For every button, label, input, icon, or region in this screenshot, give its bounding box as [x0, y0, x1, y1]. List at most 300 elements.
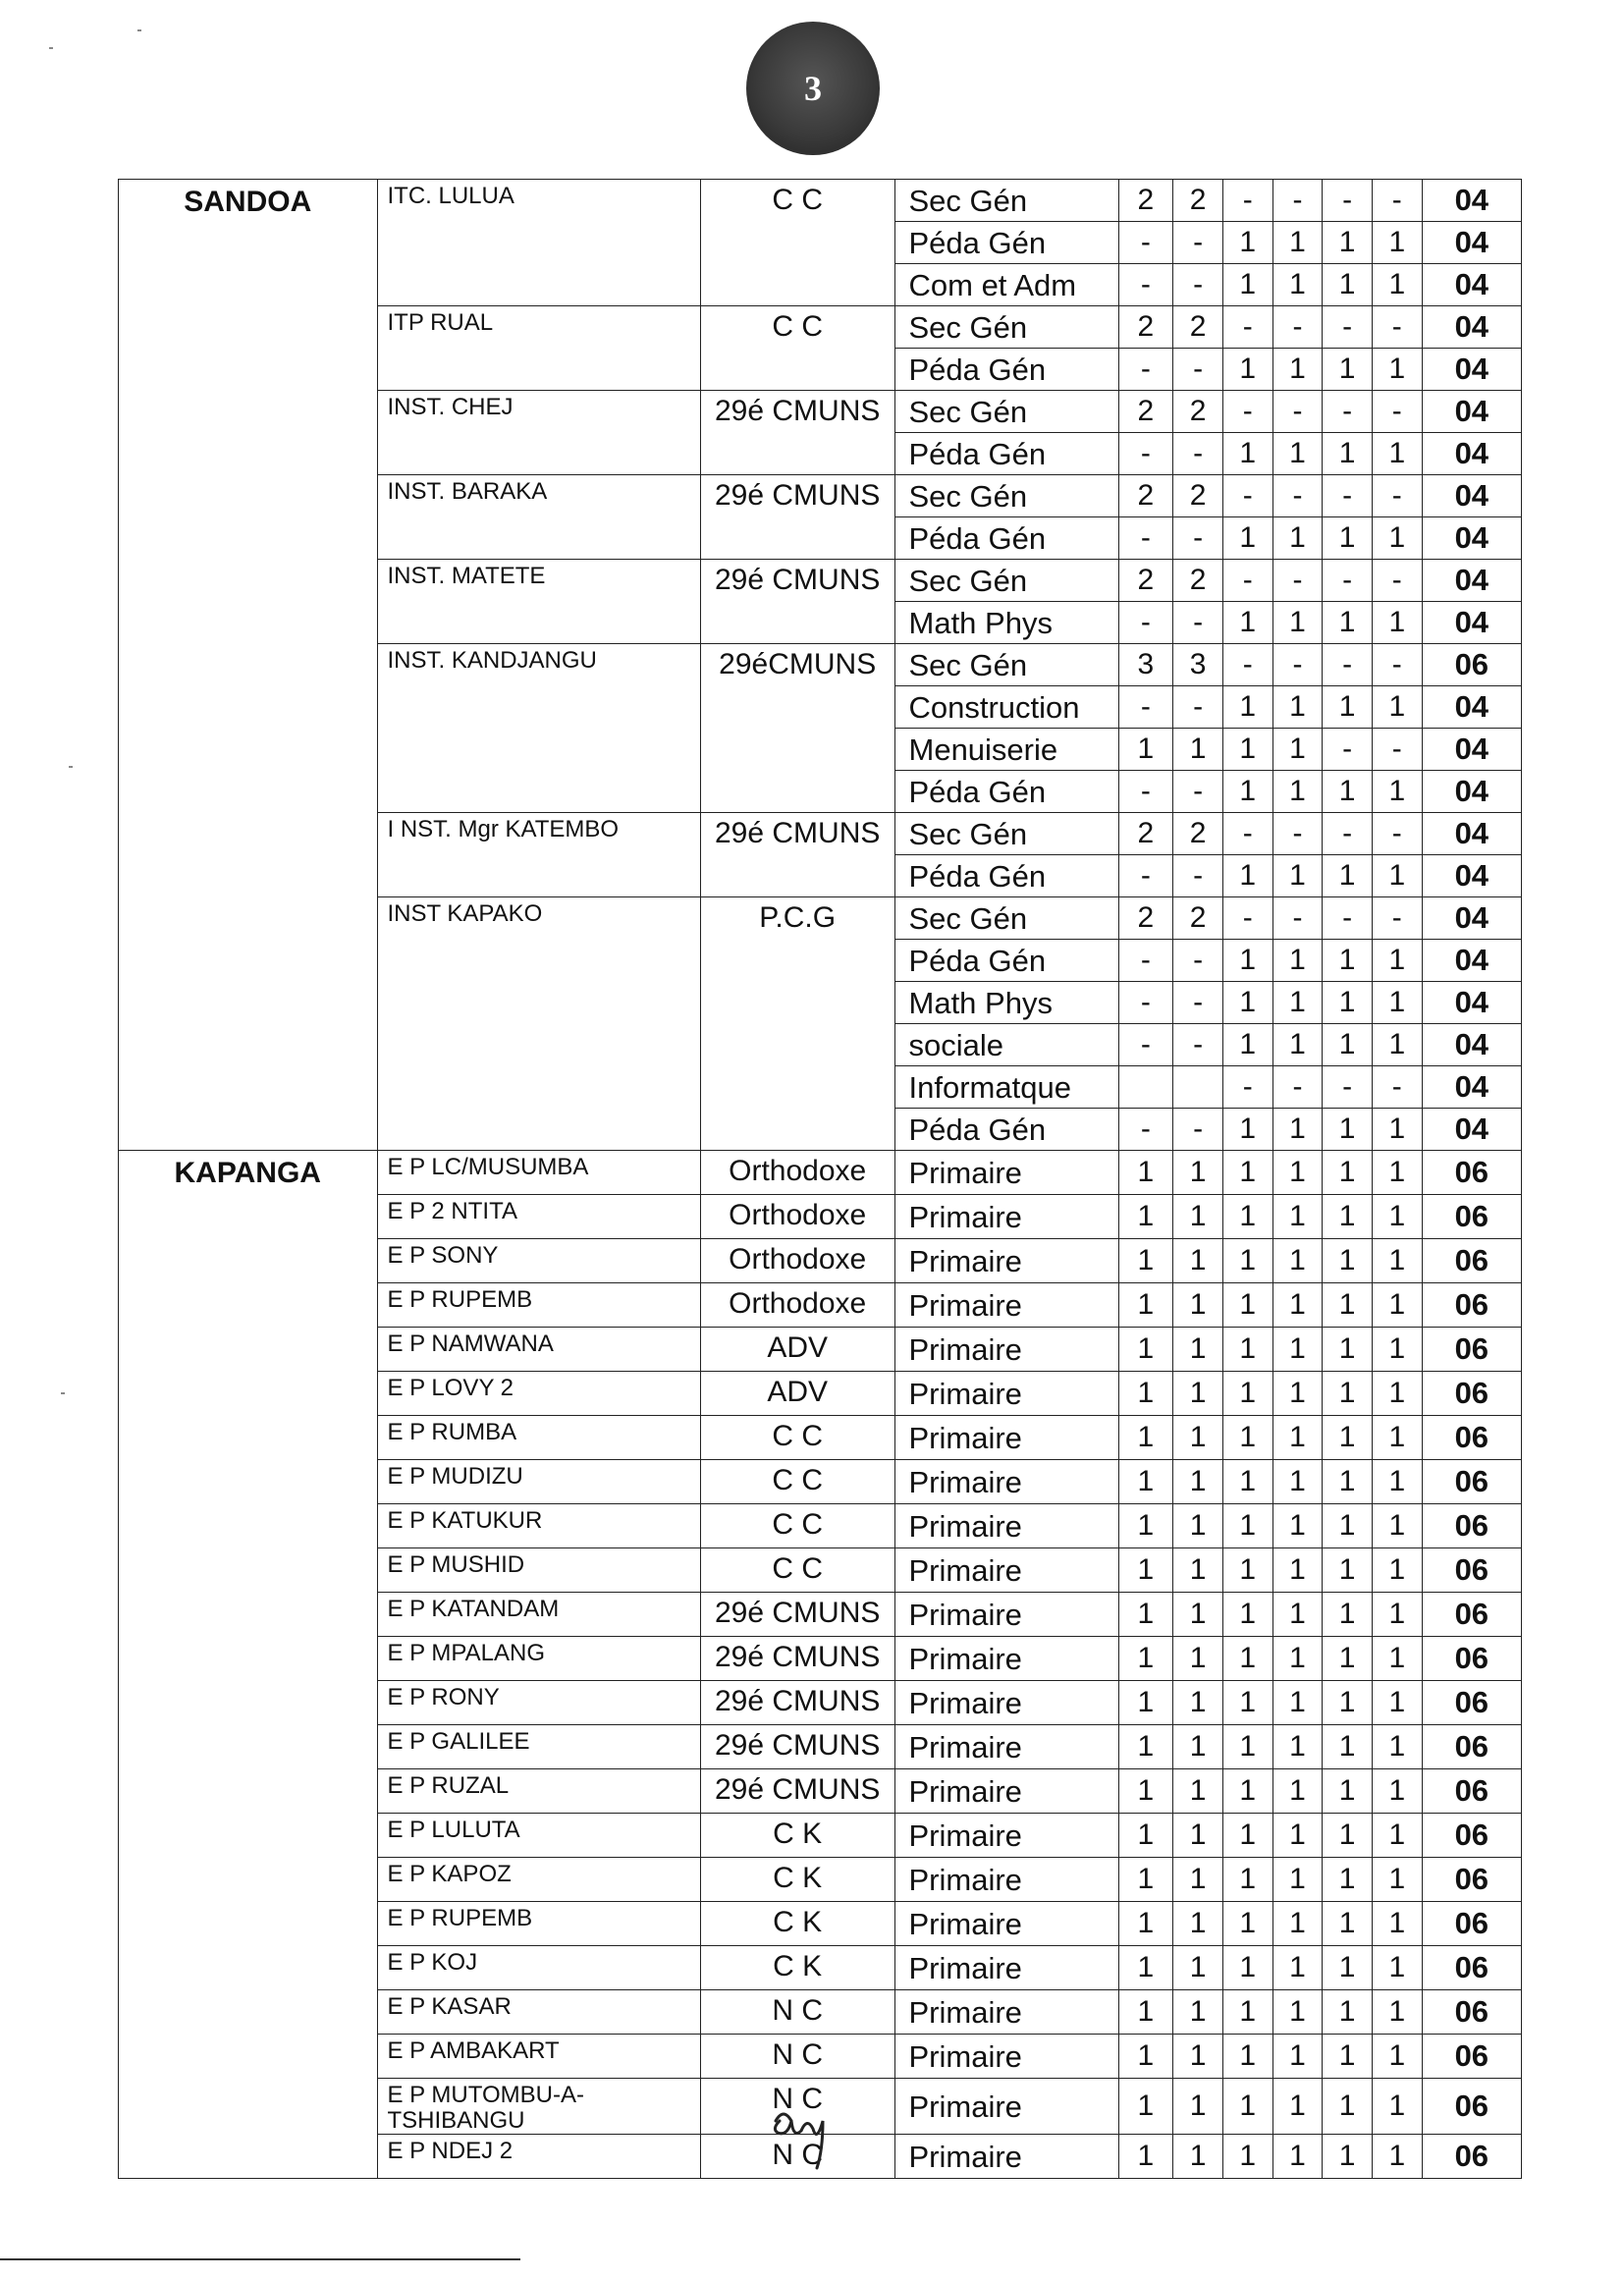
total-cell: 06 — [1422, 1593, 1521, 1637]
school-name: E P AMBAKART — [377, 2035, 700, 2079]
total-cell: 04 — [1422, 180, 1521, 222]
option-name: sociale — [894, 1024, 1118, 1066]
class-count-cell: 1 — [1118, 1239, 1173, 1283]
option-name: Primaire — [894, 1593, 1118, 1637]
class-count-cell: 1 — [1222, 1593, 1272, 1637]
total-cell: 06 — [1422, 1372, 1521, 1416]
class-count-cell: - — [1173, 771, 1223, 813]
option-name: Péda Gén — [894, 433, 1118, 475]
class-count-cell: - — [1372, 644, 1422, 686]
class-count-cell: 1 — [1272, 1328, 1323, 1372]
class-count-cell: 1 — [1272, 1637, 1323, 1681]
class-count-cell: - — [1118, 222, 1173, 264]
class-count-cell: - — [1173, 1024, 1223, 1066]
class-count-cell: 1 — [1323, 1024, 1373, 1066]
school-network: N C — [700, 2135, 894, 2179]
class-count-cell: 1 — [1323, 1814, 1373, 1858]
class-count-cell: 1 — [1323, 1769, 1373, 1814]
school-network: Orthodoxe — [700, 1239, 894, 1283]
class-count-cell: 1 — [1372, 1858, 1422, 1902]
class-count-cell: - — [1173, 686, 1223, 729]
class-count-cell: 1 — [1118, 2035, 1173, 2079]
class-count-cell: 1 — [1272, 1902, 1323, 1946]
school-network: C K — [700, 1858, 894, 1902]
class-count-cell: 1 — [1173, 1416, 1223, 1460]
option-name: Péda Gén — [894, 222, 1118, 264]
school-name: E P MUTOMBU-A-TSHIBANGU — [377, 2079, 700, 2135]
option-name: Péda Gén — [894, 771, 1118, 813]
class-count-cell: 1 — [1372, 982, 1422, 1024]
class-count-cell: - — [1118, 855, 1173, 897]
class-count-cell: - — [1222, 897, 1272, 940]
class-count-cell: 1 — [1118, 729, 1173, 771]
option-name: Primaire — [894, 1328, 1118, 1372]
class-count-cell: 1 — [1272, 1372, 1323, 1416]
total-cell: 04 — [1422, 433, 1521, 475]
class-count-cell: 1 — [1323, 1416, 1373, 1460]
school-network: 29é CMUNS — [700, 813, 894, 897]
class-count-cell: - — [1173, 1109, 1223, 1151]
school-name: E P GALILEE — [377, 1725, 700, 1769]
class-count-cell: 1 — [1323, 2135, 1373, 2179]
class-count-cell: 1 — [1372, 349, 1422, 391]
class-count-cell: - — [1272, 306, 1323, 349]
class-count-cell: 1 — [1222, 349, 1272, 391]
option-name: Sec Gén — [894, 306, 1118, 349]
class-count-cell: - — [1173, 264, 1223, 306]
class-count-cell: 1 — [1173, 1814, 1223, 1858]
school-name: E P LC/MUSUMBA — [377, 1151, 700, 1195]
option-name: Primaire — [894, 1814, 1118, 1858]
class-count-cell: 1 — [1372, 1151, 1422, 1195]
option-name: Primaire — [894, 1239, 1118, 1283]
school-name: E P RUMBA — [377, 1416, 700, 1460]
option-name: Math Phys — [894, 602, 1118, 644]
total-cell: 06 — [1422, 1151, 1521, 1195]
class-count-cell: - — [1118, 940, 1173, 982]
class-count-cell: 1 — [1173, 1195, 1223, 1239]
class-count-cell: 1 — [1323, 2079, 1373, 2135]
class-count-cell: 1 — [1118, 1681, 1173, 1725]
class-count-cell: 1 — [1323, 602, 1373, 644]
class-count-cell: 1 — [1173, 1372, 1223, 1416]
scan-speck — [61, 1392, 65, 1394]
class-count-cell: 1 — [1222, 1372, 1272, 1416]
class-count-cell: 1 — [1173, 1328, 1223, 1372]
class-count-cell: 1 — [1323, 771, 1373, 813]
class-count-cell: 1 — [1222, 982, 1272, 1024]
class-count-cell: 1 — [1173, 1548, 1223, 1593]
option-name: Primaire — [894, 1504, 1118, 1548]
class-count-cell: 1 — [1372, 1024, 1422, 1066]
school-allocation-table — [118, 179, 1522, 2179]
class-count-cell: 1 — [1372, 2135, 1422, 2179]
class-count-cell: - — [1222, 306, 1272, 349]
school-network: C K — [700, 1902, 894, 1946]
class-count-cell: 1 — [1222, 1814, 1272, 1858]
class-count-cell: 1 — [1118, 2135, 1173, 2179]
class-count-cell: 1 — [1173, 729, 1223, 771]
total-cell: 06 — [1422, 1637, 1521, 1681]
class-count-cell: 1 — [1323, 1902, 1373, 1946]
school-network: ADV — [700, 1372, 894, 1416]
class-count-cell: 1 — [1222, 855, 1272, 897]
class-count-cell: 1 — [1222, 1681, 1272, 1725]
option-name: Primaire — [894, 1372, 1118, 1416]
school-name: INST. BARAKA — [377, 475, 700, 560]
school-network: 29é CMUNS — [700, 1637, 894, 1681]
class-count-cell: 1 — [1222, 1195, 1272, 1239]
class-count-cell: 1 — [1173, 1593, 1223, 1637]
total-cell: 06 — [1422, 1858, 1521, 1902]
class-count-cell: 1 — [1323, 1328, 1373, 1372]
class-count-cell: 1 — [1323, 686, 1373, 729]
class-count-cell: 1 — [1272, 222, 1323, 264]
class-count-cell: 1 — [1118, 1902, 1173, 1946]
class-count-cell: 1 — [1272, 1024, 1323, 1066]
class-count-cell: 1 — [1372, 1195, 1422, 1239]
school-name: E P NAMWANA — [377, 1328, 700, 1372]
class-count-cell: - — [1173, 940, 1223, 982]
class-count-cell: 1 — [1272, 1283, 1323, 1328]
school-name: E P MPALANG — [377, 1637, 700, 1681]
total-cell: 06 — [1422, 1769, 1521, 1814]
class-count-cell: 1 — [1173, 1902, 1223, 1946]
class-count-cell: 1 — [1372, 940, 1422, 982]
school-network: 29é CMUNS — [700, 1769, 894, 1814]
class-count-cell: 1 — [1222, 1109, 1272, 1151]
class-count-cell: 1 — [1323, 1725, 1373, 1769]
class-count-cell: 1 — [1222, 433, 1272, 475]
total-cell: 06 — [1422, 2135, 1521, 2179]
class-count-cell: - — [1222, 644, 1272, 686]
table-body — [119, 180, 1522, 2179]
class-count-cell: 1 — [1173, 1681, 1223, 1725]
school-network: C C — [700, 1504, 894, 1548]
class-count-cell: 1 — [1372, 1681, 1422, 1725]
class-count-cell: 2 — [1118, 391, 1173, 433]
class-count-cell: 1 — [1323, 264, 1373, 306]
class-count-cell: - — [1118, 982, 1173, 1024]
class-count-cell: 1 — [1323, 1109, 1373, 1151]
class-count-cell: 1 — [1372, 433, 1422, 475]
class-count-cell: 1 — [1118, 1990, 1173, 2035]
school-network: Orthodoxe — [700, 1151, 894, 1195]
class-count-cell: - — [1222, 391, 1272, 433]
class-count-cell: 1 — [1372, 1814, 1422, 1858]
class-count-cell: 1 — [1372, 1460, 1422, 1504]
class-count-cell: 1 — [1222, 1283, 1272, 1328]
class-count-cell: 1 — [1323, 433, 1373, 475]
class-count-cell: 1 — [1372, 517, 1422, 560]
class-count-cell: 1 — [1272, 2135, 1323, 2179]
class-count-cell: 1 — [1372, 1902, 1422, 1946]
option-name: Primaire — [894, 1946, 1118, 1990]
class-count-cell: - — [1173, 433, 1223, 475]
class-count-cell: 1 — [1272, 1460, 1323, 1504]
class-count-cell: 1 — [1272, 1858, 1323, 1902]
option-name: Menuiserie — [894, 729, 1118, 771]
school-name: E P MUDIZU — [377, 1460, 700, 1504]
class-count-cell: 1 — [1118, 1504, 1173, 1548]
option-name: Primaire — [894, 1725, 1118, 1769]
school-network: N C — [700, 2035, 894, 2079]
class-count-cell: 2 — [1118, 180, 1173, 222]
option-name: Construction — [894, 686, 1118, 729]
option-name: Sec Gén — [894, 644, 1118, 686]
school-name: E P LOVY 2 — [377, 1372, 700, 1416]
total-cell: 06 — [1422, 1548, 1521, 1593]
option-name: Péda Gén — [894, 517, 1118, 560]
class-count-cell: 1 — [1173, 1858, 1223, 1902]
school-network: 29é CMUNS — [700, 475, 894, 560]
class-count-cell: 1 — [1272, 1239, 1323, 1283]
school-name: E P KOJ — [377, 1946, 700, 1990]
class-count-cell: 1 — [1372, 264, 1422, 306]
total-cell: 06 — [1422, 1681, 1521, 1725]
class-count-cell: 2 — [1173, 306, 1223, 349]
school-network: Orthodoxe — [700, 1195, 894, 1239]
class-count-cell: 1 — [1272, 729, 1323, 771]
class-count-cell: 1 — [1173, 2035, 1223, 2079]
class-count-cell: - — [1173, 855, 1223, 897]
option-name: Péda Gén — [894, 855, 1118, 897]
school-network: 29é CMUNS — [700, 1593, 894, 1637]
class-count-cell: - — [1272, 391, 1323, 433]
class-count-cell: 1 — [1323, 517, 1373, 560]
school-name: ITC. LULUA — [377, 180, 700, 306]
class-count-cell: 1 — [1372, 1372, 1422, 1416]
class-count-cell: 3 — [1118, 644, 1173, 686]
scan-speck — [49, 47, 53, 49]
school-network: C C — [700, 1548, 894, 1593]
total-cell: 04 — [1422, 897, 1521, 940]
class-count-cell: 1 — [1272, 1681, 1323, 1725]
class-count-cell: - — [1372, 1066, 1422, 1109]
total-cell: 06 — [1422, 1460, 1521, 1504]
class-count-cell: 1 — [1323, 1239, 1373, 1283]
school-name: E P KASAR — [377, 1990, 700, 2035]
class-count-cell: 1 — [1323, 222, 1373, 264]
class-count-cell: 1 — [1372, 771, 1422, 813]
option-name: Informatque — [894, 1066, 1118, 1109]
total-cell: 06 — [1422, 1195, 1521, 1239]
total-cell: 04 — [1422, 729, 1521, 771]
class-count-cell: 2 — [1118, 813, 1173, 855]
class-count-cell: 1 — [1173, 1725, 1223, 1769]
total-cell: 04 — [1422, 391, 1521, 433]
table-row — [119, 1151, 1522, 1195]
class-count-cell: 1 — [1173, 1504, 1223, 1548]
class-count-cell: 1 — [1272, 1769, 1323, 1814]
class-count-cell: 1 — [1118, 1151, 1173, 1195]
class-count-cell: - — [1372, 180, 1422, 222]
class-count-cell: 1 — [1323, 1593, 1373, 1637]
class-count-cell: 1 — [1222, 1725, 1272, 1769]
class-count-cell: 1 — [1222, 940, 1272, 982]
option-name: Primaire — [894, 2035, 1118, 2079]
class-count-cell: 1 — [1222, 1151, 1272, 1195]
school-name: E P RONY — [377, 1681, 700, 1725]
class-count-cell: 1 — [1222, 517, 1272, 560]
class-count-cell: 1 — [1272, 264, 1323, 306]
class-count-cell: 1 — [1118, 1769, 1173, 1814]
class-count-cell: 1 — [1272, 2035, 1323, 2079]
class-count-cell: 1 — [1272, 1814, 1323, 1858]
class-count-cell: 1 — [1323, 940, 1373, 982]
class-count-cell: 1 — [1323, 1548, 1373, 1593]
school-name: E P SONY — [377, 1239, 700, 1283]
school-network: 29éCMUNS — [700, 644, 894, 813]
class-count-cell: - — [1323, 475, 1373, 517]
class-count-cell: 1 — [1372, 1548, 1422, 1593]
class-count-cell: 1 — [1272, 602, 1323, 644]
class-count-cell: 1 — [1118, 1637, 1173, 1681]
class-count-cell: - — [1372, 729, 1422, 771]
total-cell: 06 — [1422, 1725, 1521, 1769]
option-name: Primaire — [894, 1460, 1118, 1504]
total-cell: 06 — [1422, 1814, 1521, 1858]
class-count-cell: 1 — [1272, 686, 1323, 729]
class-count-cell: 1 — [1222, 1024, 1272, 1066]
class-count-cell: 1 — [1272, 855, 1323, 897]
class-count-cell: 1 — [1272, 1593, 1323, 1637]
total-cell: 06 — [1422, 1283, 1521, 1328]
class-count-cell: 1 — [1222, 1328, 1272, 1372]
class-count-cell: - — [1118, 517, 1173, 560]
class-count-cell: 2 — [1173, 813, 1223, 855]
option-name: Sec Gén — [894, 475, 1118, 517]
class-count-cell: 1 — [1173, 1239, 1223, 1283]
school-name: E P 2 NTITA — [377, 1195, 700, 1239]
school-name: INST KAPAKO — [377, 897, 700, 1151]
option-name: Primaire — [894, 1902, 1118, 1946]
class-count-cell: - — [1272, 475, 1323, 517]
school-network: C C — [700, 180, 894, 306]
school-name: E P RUPEMB — [377, 1902, 700, 1946]
class-count-cell: - — [1118, 1024, 1173, 1066]
class-count-cell: 1 — [1272, 1946, 1323, 1990]
class-count-cell: 1 — [1272, 349, 1323, 391]
class-count-cell: - — [1118, 602, 1173, 644]
class-count-cell: 1 — [1222, 771, 1272, 813]
option-name: Sec Gén — [894, 560, 1118, 602]
total-cell: 04 — [1422, 982, 1521, 1024]
class-count-cell: 1 — [1222, 729, 1272, 771]
school-name: ITP RUAL — [377, 306, 700, 391]
class-count-cell: 1 — [1372, 1946, 1422, 1990]
class-count-cell: - — [1118, 349, 1173, 391]
class-count-cell: 1 — [1372, 1239, 1422, 1283]
class-count-cell: 2 — [1173, 560, 1223, 602]
school-network: C C — [700, 306, 894, 391]
class-count-cell: 1 — [1222, 2079, 1272, 2135]
class-count-cell: 1 — [1372, 1416, 1422, 1460]
class-count-cell: 1 — [1372, 1283, 1422, 1328]
school-name: E P NDEJ 2 — [377, 2135, 700, 2179]
class-count-cell: 1 — [1272, 1990, 1323, 2035]
class-count-cell: 1 — [1372, 855, 1422, 897]
class-count-cell: - — [1272, 560, 1323, 602]
school-name: E P RUZAL — [377, 1769, 700, 1814]
option-name: Primaire — [894, 1195, 1118, 1239]
class-count-cell: 1 — [1118, 1416, 1173, 1460]
class-count-cell: 1 — [1372, 602, 1422, 644]
total-cell: 06 — [1422, 644, 1521, 686]
class-count-cell: - — [1323, 560, 1373, 602]
class-count-cell: 1 — [1372, 2079, 1422, 2135]
class-count-cell: 1 — [1372, 1504, 1422, 1548]
school-name: INST. CHEJ — [377, 391, 700, 475]
class-count-cell: - — [1372, 897, 1422, 940]
class-count-cell: - — [1323, 729, 1373, 771]
class-count-cell: 1 — [1323, 855, 1373, 897]
class-count-cell: - — [1173, 602, 1223, 644]
school-network: Orthodoxe — [700, 1283, 894, 1328]
total-cell: 04 — [1422, 813, 1521, 855]
class-count-cell: 1 — [1118, 1725, 1173, 1769]
class-count-cell: 1 — [1272, 517, 1323, 560]
class-count-cell: 1 — [1372, 1593, 1422, 1637]
total-cell: 06 — [1422, 1504, 1521, 1548]
school-name: I NST. Mgr KATEMBO — [377, 813, 700, 897]
option-name: Sec Gén — [894, 813, 1118, 855]
class-count-cell: 1 — [1372, 222, 1422, 264]
total-cell: 04 — [1422, 686, 1521, 729]
class-count-cell: 3 — [1173, 644, 1223, 686]
class-count-cell: - — [1323, 897, 1373, 940]
school-name: E P KATUKUR — [377, 1504, 700, 1548]
class-count-cell: 1 — [1372, 1990, 1422, 2035]
option-name: Primaire — [894, 2135, 1118, 2179]
class-count-cell: 1 — [1272, 433, 1323, 475]
class-count-cell: - — [1372, 475, 1422, 517]
class-count-cell: - — [1173, 517, 1223, 560]
table-row — [119, 180, 1522, 222]
class-count-cell: 1 — [1272, 982, 1323, 1024]
class-count-cell: 1 — [1173, 1990, 1223, 2035]
class-count-cell: 1 — [1173, 2079, 1223, 2135]
class-count-cell: - — [1323, 813, 1373, 855]
class-count-cell: 1 — [1222, 1416, 1272, 1460]
option-name: Primaire — [894, 1151, 1118, 1195]
class-count-cell: 1 — [1222, 264, 1272, 306]
school-network: C C — [700, 1416, 894, 1460]
class-count-cell: 1 — [1272, 1151, 1323, 1195]
option-name: Sec Gén — [894, 180, 1118, 222]
total-cell: 04 — [1422, 855, 1521, 897]
class-count-cell: 1 — [1272, 1416, 1323, 1460]
school-network: 29é CMUNS — [700, 1725, 894, 1769]
school-network: ADV — [700, 1328, 894, 1372]
class-count-cell: 1 — [1372, 1769, 1422, 1814]
class-count-cell: 1 — [1323, 1946, 1373, 1990]
option-name: Primaire — [894, 1858, 1118, 1902]
class-count-cell: 1 — [1222, 1504, 1272, 1548]
school-network: C K — [700, 1946, 894, 1990]
school-network: C K — [700, 1814, 894, 1858]
class-count-cell: 1 — [1173, 1946, 1223, 1990]
class-count-cell: 2 — [1173, 180, 1223, 222]
class-count-cell: 1 — [1222, 2035, 1272, 2079]
class-count-cell: - — [1173, 222, 1223, 264]
class-count-cell: 2 — [1173, 475, 1223, 517]
class-count-cell: 1 — [1323, 1151, 1373, 1195]
option-name: Sec Gén — [894, 391, 1118, 433]
school-network: P.C.G — [700, 897, 894, 1151]
total-cell: 04 — [1422, 517, 1521, 560]
class-count-cell: 1 — [1272, 1195, 1323, 1239]
